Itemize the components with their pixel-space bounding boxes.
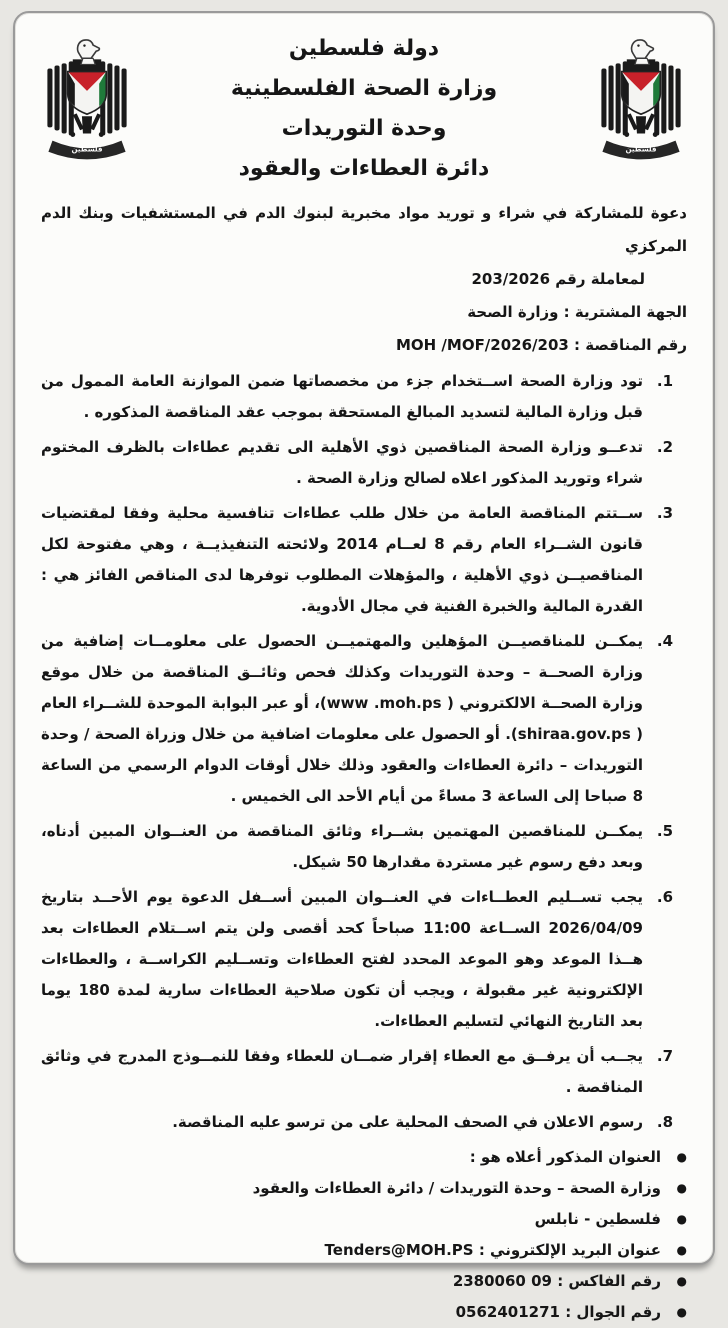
term-number: .6	[656, 888, 674, 906]
contact-item-address-intro	[41, 1142, 687, 1173]
term-number: .5	[656, 822, 674, 840]
terms-list	[41, 366, 687, 1138]
emblem-banner-text: فلسطين	[625, 144, 657, 154]
emblem-banner-text: فلسطين	[71, 144, 103, 154]
term-item-1	[41, 366, 687, 428]
bullet-icon: ●	[676, 1212, 687, 1226]
contact-text: فلسطين - نابلس	[534, 1210, 661, 1228]
bullet-icon: ●	[676, 1274, 687, 1288]
term-text: يمكــن للمناقصيــن المؤهلين والمهتميــن الحصول على معلومــات إضافية من وزارة الصحــة – وحدة التوريدات وكذلك فحص وثائــق المناقصة من خلال موقع وزارة الصحــة الالكتروني ( www .moh.ps)، أو عبر البوابة الموحدة للشــراء العام ( shiraa.gov.ps). أو الحصول على معلومات اضافية من خلال وزراة الصحة / وحدة التوريدات – دائرة العطاءات والعقود وذلك خلال أوقات الدوام الرسمي من الساعة 8 صباحا إلى الساعة 3 مساءً من أيام الأحد الى الخميس .	[41, 632, 644, 805]
term-text: رسوم الاعلان في الصحف المحلية على من ترسو عليه المناقصة.	[172, 1113, 643, 1131]
palestine-emblem-icon	[595, 37, 687, 167]
contact-item-department	[41, 1173, 687, 1204]
term-text: يجب تســليم العطــاءات في العنــوان المبين أســفل الدعوة يوم الأحــد بتاريخ 2026/04/09 الســاعة 11:00 صباحاً كحد أقصى ولن يتم اســتلام العطاءات بعد هــذا الموعد وهو الموعد المحدد لفتح العطاءات وتســليم الكراســة ، والعطاءات الإلكترونية غير مقبولة ، ويجب أن تكون صلاحية العطاءات سارية لمدة 180 يوما بعد التاريخ النهائي لتسليم العطاءات.	[41, 888, 643, 1030]
term-number: .1	[656, 372, 674, 390]
term-text: تدعــو وزارة الصحة المناقصين ذوي الأهلية الى تقديم عطاءات بالظرف المختوم شراء وتوريد المذكور اعلاه لصالح وزارة الصحة .	[41, 438, 643, 487]
contact-list	[41, 1142, 687, 1328]
tender-announcement-card	[13, 11, 715, 1321]
term-text: تود وزارة الصحة اســتخدام جزء من مخصصاتها ضمن الموازنة العامة الممول من قبل وزارة المالية لتسديد المبالغ المستحقة بموجب عقد المناقصة المذكوره .	[41, 372, 643, 421]
term-text: يجــب أن يرفــق مع العطاء إقرار ضمــان للعطاء وفقا للنمــوذج المدرج في وثائق المناقصة .	[41, 1047, 643, 1096]
bullet-icon: ●	[676, 1181, 687, 1195]
ministry-title-line-1: دولة فلسطين	[288, 36, 440, 61]
palestine-emblem-icon	[41, 37, 133, 167]
bullet-icon: ●	[676, 1150, 687, 1164]
contact-text: وزارة الصحة – وحدة التوريدات / دائرة العطاءات والعقود	[252, 1179, 661, 1197]
term-item-5	[41, 816, 687, 878]
term-item-3	[41, 498, 687, 622]
contact-text: رقم الجوال : 0562401271	[455, 1303, 661, 1321]
invitation-title-line-1: دعوة للمشاركة في شراء و توريد مواد مخبرية لبنوك الدم في المستشفيات وبنك الدم المركزي	[41, 204, 687, 255]
invitation-title	[41, 197, 687, 296]
term-text: يمكــن للمناقصين المهتمين بشــراء وثائق المناقصة من العنــوان المبين أدناه، وبعد دفع رسوم غير مستردة مقدارها 50 شيكل.	[41, 822, 643, 871]
term-item-7	[41, 1041, 687, 1103]
term-number: .8	[656, 1113, 674, 1131]
ministry-title-line-3: وحدة التوريدات	[281, 116, 447, 141]
contact-text: العنوان المذكور أعلاه هو :	[469, 1148, 661, 1166]
term-item-8	[41, 1107, 687, 1138]
contact-item-mobile	[41, 1297, 687, 1328]
term-number: .7	[656, 1047, 674, 1065]
buyer-line: الجهة المشترية : وزارة الصحة	[467, 303, 687, 321]
tender-number-line: رقم المناقصة : MOH /MOF/2026/203	[395, 336, 687, 354]
term-text: ســتتم المناقصة العامة من خلال طلب عطاءات تنافسية محلية وفقا لمقتضيات قانون الشــراء العام رقم 8 لعــام 2014 ولائحته التنفيذيــة ، وهي مفتوحة لكل المناقصيــن ذوي الأهلية ، والمؤهلات المطلوب توفرها لدى المناقص الفائز هي : القدرة المالية والخبرة الفنية في مجال الأدوية.	[41, 504, 643, 615]
ministry-title-line-2: وزارة الصحة الفلسطينية	[230, 76, 498, 101]
term-number: .4	[656, 632, 674, 650]
contact-item-city	[41, 1204, 687, 1235]
contact-text: رقم الفاكس : 09 2380060	[452, 1272, 661, 1290]
transaction-number-line: لمعاملة رقم 203/2026	[471, 270, 645, 288]
ministry-title-line-4: دائرة العطاءات والعقود	[238, 156, 490, 181]
contact-text: عنوان البريد الإلكتروني : Tenders@MOH.PS	[324, 1241, 661, 1259]
bullet-icon: ●	[676, 1305, 687, 1319]
term-item-2	[41, 432, 687, 494]
contact-item-fax	[41, 1266, 687, 1297]
term-number: .3	[656, 504, 674, 522]
term-item-6	[41, 882, 687, 1037]
header	[41, 25, 687, 189]
term-item-4	[41, 626, 687, 812]
term-number: .2	[656, 438, 674, 456]
contact-item-email	[41, 1235, 687, 1266]
bullet-icon: ●	[676, 1243, 687, 1257]
ministry-titles	[133, 25, 595, 189]
